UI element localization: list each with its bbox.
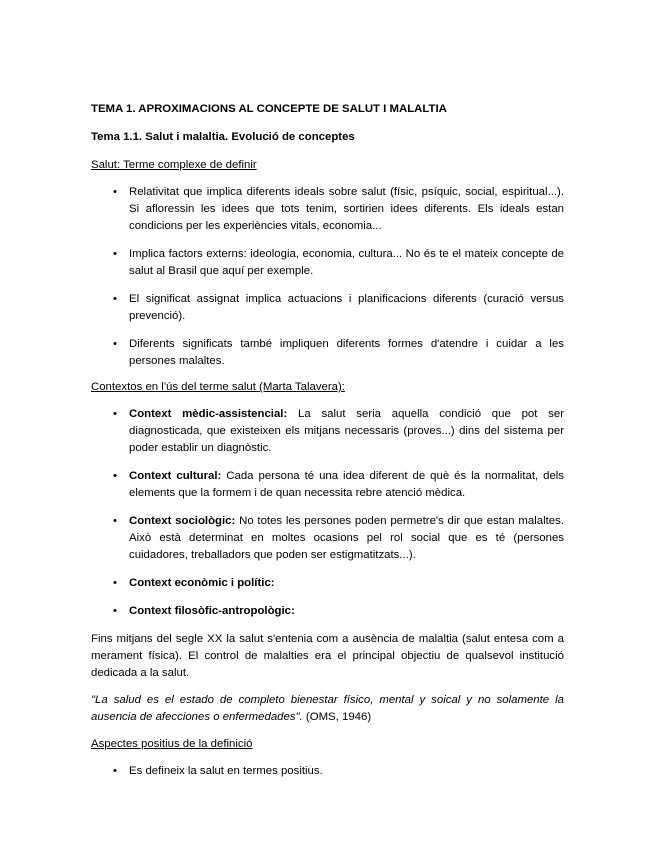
aspectes-list	[91, 763, 564, 780]
contextos-list	[91, 406, 564, 620]
list-item	[91, 184, 564, 235]
list-item	[91, 246, 564, 280]
bullet-icon: •	[113, 577, 117, 589]
paragraph-history: Fins mitjans del segle XX la salut s'entenia com a ausència de malaltia (salut entesa com a merament física). El control de malalties era el principal objectiu de qualsevol institució dedicada a la salut.	[91, 633, 564, 679]
section-heading-contextos: Contextos en l'ús del terme salut (Marta Talavera):	[91, 381, 345, 393]
context-text: No totes les persones poden permetre's dir que estan malaltes. Això està determinat en moltes ocasions pel rol social que es té (persones cuidadores, treballadors que poden ser estigmatitzats...).	[129, 515, 565, 561]
context-text: La salut seria aquella condició que pot ser diagnosticada, que existeixen els mitjans necessaris (proves...) dins del sistema per poder establir un diagnòstic.	[129, 408, 564, 454]
quote-source: (OMS, 1946)	[302, 711, 372, 723]
context-label: Context sociològic:	[129, 515, 236, 527]
bullet-icon: •	[113, 338, 117, 350]
list-item-text: Diferents significats també impliquen diferents formes d'atendre i cuidar a les persones malaltes.	[129, 338, 564, 367]
document-content	[91, 101, 564, 791]
list-item-text: Es defineix la salut en termes positius.	[129, 765, 323, 777]
bullet-icon: •	[113, 470, 117, 482]
list-item	[91, 468, 564, 502]
list-item	[91, 763, 564, 780]
section-heading-aspectes: Aspectes positius de la definició	[91, 738, 253, 750]
list-item-text: El significat assignat implica actuacions i planificacions diferents (curació versus prevenció).	[129, 293, 564, 322]
document-subtitle: Tema 1.1. Salut i malaltia. Evolució de conceptes	[91, 131, 355, 143]
bullet-icon: •	[113, 605, 117, 617]
oms-quote	[91, 692, 564, 726]
context-label: Context cultural:	[129, 470, 222, 482]
list-item-text: Relativitat que implica diferents ideals sobre salut (físic, psíquic, social, espiritual...). Si afloressin les idees que tots tenim, sortirien idees diferents. Els ideals estan condicions per les experiències vitals, economia...	[129, 186, 564, 232]
list-item	[91, 406, 564, 457]
list-item	[91, 291, 564, 325]
salut-list	[91, 184, 564, 370]
bullet-icon: •	[113, 408, 117, 420]
bullet-icon: •	[113, 186, 117, 198]
context-label: Context econòmic i polític:	[129, 577, 275, 589]
quote-text: "La salud es el estado de completo bienestar físico, mental y soical y no solamente la ausencia de afecciones o enfermedades".	[91, 694, 564, 723]
bullet-icon: •	[113, 248, 117, 260]
bullet-icon: •	[113, 293, 117, 305]
list-item	[91, 603, 564, 620]
bullet-icon: •	[113, 765, 117, 777]
list-item	[91, 336, 564, 370]
context-label: Context filosòfic-antropològic:	[129, 605, 295, 617]
section-heading-salut: Salut: Terme complexe de definir	[91, 159, 257, 171]
list-item	[91, 513, 564, 564]
context-label: Context mèdic-assistencial:	[129, 408, 288, 420]
list-item-text: Implica factors externs: ideologia, economia, cultura... No és te el mateix concepte de salut al Brasil que aquí per exemple.	[129, 248, 564, 277]
context-text: Cada persona té una idea diferent de què és la normalitat, dels elements que la formem i de quan necessita rebre atenció mèdica.	[129, 470, 565, 499]
list-item	[91, 575, 564, 592]
document-title: TEMA 1. APROXIMACIONS AL CONCEPTE DE SALUT I MALALTIA	[91, 103, 447, 115]
bullet-icon: •	[113, 515, 117, 527]
